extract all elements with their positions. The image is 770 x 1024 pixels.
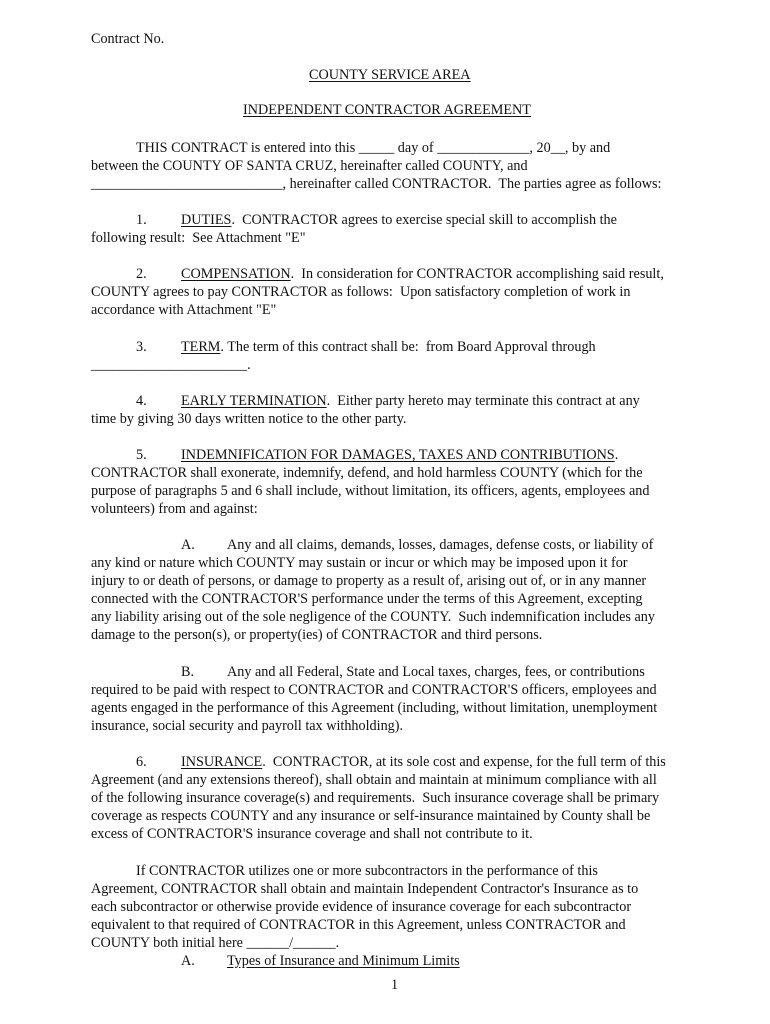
section-6-line-1 [181,753,666,771]
section-5-number: 5. [136,447,147,463]
section-2-line-2: COUNTY agrees to pay CONTRACTOR as follows: Upon satisfactory completion of work in [91,284,631,300]
section-5-heading: INDEMNIFICATION FOR DAMAGES, TAXES AND CONTRIBUTIONS [181,447,615,463]
section-6-heading: INSURANCE [181,754,263,770]
section-4-number: 4. [136,393,147,409]
preamble-line-2: between the COUNTY OF SANTA CRUZ, hereinafter called COUNTY, and [91,158,528,174]
agreement-title: INDEPENDENT CONTRACTOR AGREEMENT [243,102,531,118]
subcontractor-line-2: Agreement, CONTRACTOR shall obtain and maintain Independent Contractor's Insurance as to [91,881,639,897]
subcontractor-line-3: each subcontractor or otherwise provide evidence of insurance coverage for each subcontractor [91,899,632,915]
section-5a-line-3: injury to or death of persons, or damage to property as a result of, arising out of, or in any manner [91,573,647,589]
section-6-line-3: of the following insurance coverage(s) and requirements. Such insurance coverage shall be primary [91,790,660,806]
subcontractor-line-5: COUNTY both initial here ______/______. [91,935,340,951]
section-2-line-1 [181,265,664,283]
section-5a-line-5: any liability arising out of the sole negligence of the COUNTY. Such indemnification includes any [91,609,655,625]
section-5b-line-4: insurance, social security and payroll tax withholding). [91,718,404,734]
section-3-line-1 [181,338,596,356]
section-2-line-3: accordance with Attachment "E" [91,302,277,318]
section-2-text: . In consideration for CONTRACTOR accomplishing said result, [290,266,664,282]
section-6a-letter: A. [181,953,195,969]
section-3-line-2: ______________________. [91,357,251,373]
county-service-area-title: COUNTY SERVICE AREA [309,67,471,83]
section-1-heading: DUTIES [181,212,232,228]
subcontractor-line-1: If CONTRACTOR utilizes one or more subcontractors in the performance of this [136,863,598,879]
section-5-line-2: CONTRACTOR shall exonerate, indemnify, defend, and hold harmless COUNTY (which for the [91,465,643,481]
section-1-line-1 [181,211,617,229]
section-6-text: . CONTRACTOR, at its sole cost and expense, for the full term of this [262,754,666,770]
preamble-line-1: THIS CONTRACT is entered into this _____ day of _____________, 20__, by and [136,140,611,156]
section-6-line-5: excess of CONTRACTOR'S insurance coverage and shall not contribute to it. [91,826,533,842]
section-5b-line-2: required to be paid with respect to CONTRACTOR and CONTRACTOR'S officers, employees and [91,682,657,698]
section-5b-line-1: Any and all Federal, State and Local taxes, charges, fees, or contributions [227,664,645,680]
page-number: 1 [391,977,399,993]
section-5b-letter: B. [181,664,195,680]
section-4-text: . Either party hereto may terminate this contract at any [326,393,640,409]
section-5-text: . [614,447,619,463]
section-5a-line-4: connected with the CONTRACTOR'S performance under the terms of this Agreement, excepting [91,591,643,607]
section-5a-line-1: Any and all claims, demands, losses, damages, defense costs, or liability of [227,537,654,553]
section-1-text: . CONTRACTOR agrees to exercise special skill to accomplish the [231,212,617,228]
section-3-number: 3. [136,339,147,355]
section-1-line-2: following result: See Attachment "E" [91,230,306,246]
section-6-line-2: Agreement (and any extensions thereof), shall obtain and maintain at minimum compliance with all [91,772,657,788]
section-6-line-4: coverage as respects COUNTY and any insurance or self-insurance maintained by County shall be [91,808,651,824]
section-4-line-2: time by giving 30 days written notice to the other party. [91,411,407,427]
preamble-line-3: ___________________________, hereinafter called CONTRACTOR. The parties agree as follows: [91,176,662,192]
section-6a-heading: Types of Insurance and Minimum Limits [227,953,460,969]
section-2-heading: COMPENSATION [181,266,291,282]
section-5a-letter: A. [181,537,195,553]
section-4-heading: EARLY TERMINATION [181,393,327,409]
section-5-line-4: volunteers) from and against: [91,501,258,517]
section-2-number: 2. [136,266,147,282]
contract-number-label: Contract No. [91,31,165,47]
subcontractor-line-4: equivalent to that required of CONTRACTOR in this Agreement, unless CONTRACTOR and [91,917,626,933]
section-5b-line-3: agents engaged in the performance of this Agreement (including, without limitation, unemployment [91,700,658,716]
section-5a-line-6: damage to the person(s), or property(ies) of CONTRACTOR and third persons. [91,627,543,643]
section-3-heading: TERM [181,339,221,355]
section-5-line-1 [181,446,618,464]
section-1-number: 1. [136,212,147,228]
section-4-line-1 [181,392,640,410]
section-6-number: 6. [136,754,147,770]
section-3-text: . The term of this contract shall be: from Board Approval through [220,339,596,355]
section-5a-line-2: any kind or nature which COUNTY may sustain or incur or which may be imposed upon it for [91,555,628,571]
section-5-line-3: purpose of paragraphs 5 and 6 shall include, without limitation, its officers, agents, employees and [91,483,650,499]
